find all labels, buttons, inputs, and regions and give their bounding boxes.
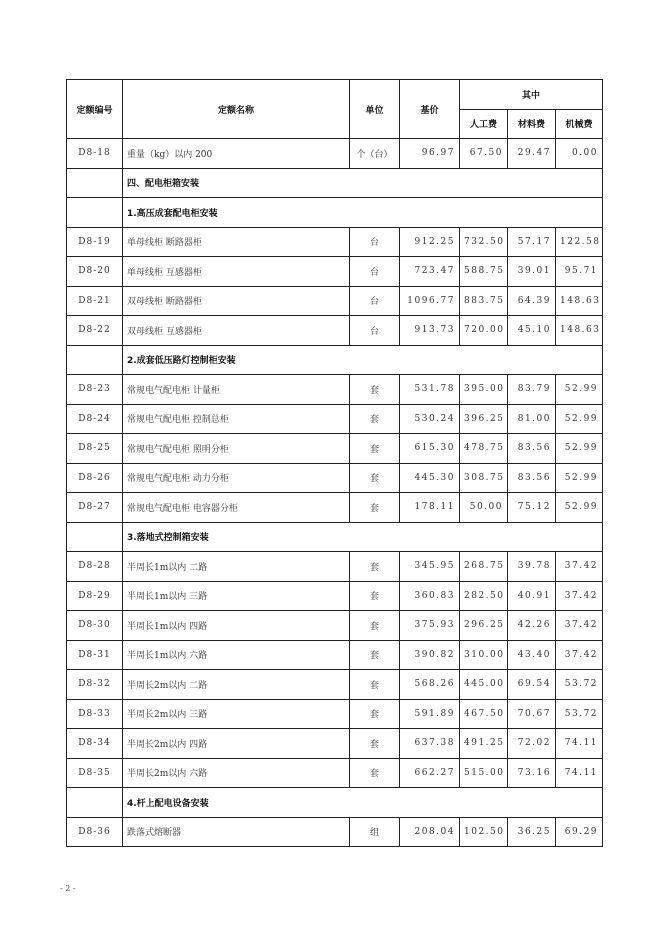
material-cost: 83.79	[508, 375, 556, 405]
quota-name: 常规电气配电柜 动力分柜	[123, 463, 350, 493]
machine-cost: 148.63	[556, 286, 603, 316]
unit: 台	[350, 316, 400, 346]
labor-cost: 50.00	[460, 493, 508, 523]
quota-name: 重量（kg）以内 200	[123, 139, 350, 169]
section-title: 2.成套低压路灯控制柜安装	[123, 345, 603, 375]
labor-cost: 396.25	[460, 404, 508, 434]
material-cost: 57.17	[508, 227, 556, 257]
base-price: 662.27	[400, 758, 460, 788]
quota-code: D8-19	[67, 227, 123, 257]
quota-name: 双母线柜 互感器柜	[123, 316, 350, 346]
section-row	[67, 788, 603, 818]
table-row	[67, 493, 603, 523]
quota-code: D8-22	[67, 316, 123, 346]
machine-cost: 74.11	[556, 758, 603, 788]
labor-cost: 883.75	[460, 286, 508, 316]
labor-cost: 102.50	[460, 817, 508, 847]
material-cost: 75.12	[508, 493, 556, 523]
machine-cost: 122.58	[556, 227, 603, 257]
unit: 套	[350, 552, 400, 582]
header-of-which: 其中	[460, 80, 603, 110]
table-row	[67, 463, 603, 493]
base-price: 178.11	[400, 493, 460, 523]
base-price: 208.04	[400, 817, 460, 847]
quota-code: D8-33	[67, 699, 123, 729]
quota-code: D8-34	[67, 729, 123, 759]
base-price: 637.38	[400, 729, 460, 759]
unit: 套	[350, 375, 400, 405]
table-row	[67, 581, 603, 611]
table-row	[67, 699, 603, 729]
machine-cost: 37.42	[556, 581, 603, 611]
quota-code: D8-25	[67, 434, 123, 464]
quota-code: D8-31	[67, 640, 123, 670]
base-price: 531.78	[400, 375, 460, 405]
table-row	[67, 611, 603, 641]
machine-cost: 53.72	[556, 670, 603, 700]
table-row	[67, 758, 603, 788]
material-cost: 70.67	[508, 699, 556, 729]
unit: 台	[350, 257, 400, 287]
section-title: 四、配电柜箱安装	[123, 168, 603, 198]
machine-cost: 52.99	[556, 404, 603, 434]
material-cost: 43.40	[508, 640, 556, 670]
section-code-cell	[67, 788, 123, 818]
machine-cost: 74.11	[556, 729, 603, 759]
table-row	[67, 404, 603, 434]
table-row	[67, 139, 603, 169]
table-row	[67, 257, 603, 287]
table-row	[67, 670, 603, 700]
section-title: 1.高压成套配电柜安装	[123, 198, 603, 228]
base-price: 913.73	[400, 316, 460, 346]
material-cost: 40.91	[508, 581, 556, 611]
unit: 组	[350, 817, 400, 847]
machine-cost: 52.99	[556, 463, 603, 493]
section-title: 3.落地式控制箱安装	[123, 522, 603, 552]
material-cost: 73.16	[508, 758, 556, 788]
quota-name: 半周长2m以内 三路	[123, 699, 350, 729]
quota-code: D8-18	[67, 139, 123, 169]
unit: 套	[350, 463, 400, 493]
material-cost: 42.26	[508, 611, 556, 641]
labor-cost: 467.50	[460, 699, 508, 729]
table-row	[67, 729, 603, 759]
header-base-price: 基价	[400, 80, 460, 139]
machine-cost: 37.42	[556, 640, 603, 670]
section-code-cell	[67, 345, 123, 375]
quota-code: D8-30	[67, 611, 123, 641]
machine-cost: 95.71	[556, 257, 603, 287]
machine-cost: 69.29	[556, 817, 603, 847]
table-row	[67, 286, 603, 316]
machine-cost: 0.00	[556, 139, 603, 169]
material-cost: 83.56	[508, 434, 556, 464]
unit: 套	[350, 611, 400, 641]
labor-cost: 588.75	[460, 257, 508, 287]
table-row	[67, 434, 603, 464]
labor-cost: 720.00	[460, 316, 508, 346]
unit: 套	[350, 404, 400, 434]
quota-table	[66, 79, 603, 847]
unit: 套	[350, 670, 400, 700]
material-cost: 45.10	[508, 316, 556, 346]
section-title: 4.杆上配电设备安装	[123, 788, 603, 818]
unit: 个（台）	[350, 139, 400, 169]
machine-cost: 53.72	[556, 699, 603, 729]
quota-code: D8-20	[67, 257, 123, 287]
quota-code: D8-21	[67, 286, 123, 316]
quota-code: D8-24	[67, 404, 123, 434]
material-cost: 29.47	[508, 139, 556, 169]
quota-name: 半周长1m以内 三路	[123, 581, 350, 611]
quota-name: 半周长1m以内 六路	[123, 640, 350, 670]
labor-cost: 308.75	[460, 463, 508, 493]
section-code-cell	[67, 522, 123, 552]
base-price: 568.26	[400, 670, 460, 700]
labor-cost: 491.25	[460, 729, 508, 759]
labor-cost: 732.50	[460, 227, 508, 257]
quota-code: D8-35	[67, 758, 123, 788]
base-price: 390.82	[400, 640, 460, 670]
unit: 台	[350, 227, 400, 257]
unit: 台	[350, 286, 400, 316]
material-cost: 39.01	[508, 257, 556, 287]
quota-name: 双母线柜 断路器柜	[123, 286, 350, 316]
header-code: 定额编号	[67, 80, 123, 139]
machine-cost: 37.42	[556, 552, 603, 582]
quota-name: 常规电气配电柜 电容器分柜	[123, 493, 350, 523]
base-price: 912.25	[400, 227, 460, 257]
machine-cost: 148.63	[556, 316, 603, 346]
material-cost: 39.78	[508, 552, 556, 582]
header-name: 定额名称	[123, 80, 350, 139]
section-row	[67, 198, 603, 228]
base-price: 360.83	[400, 581, 460, 611]
unit: 套	[350, 640, 400, 670]
table-row	[67, 817, 603, 847]
header-machine: 机械费	[556, 109, 603, 139]
material-cost: 72.02	[508, 729, 556, 759]
labor-cost: 67.50	[460, 139, 508, 169]
machine-cost: 52.99	[556, 434, 603, 464]
quota-name: 半周长1m以内 二路	[123, 552, 350, 582]
quota-name: 单母线柜 互感器柜	[123, 257, 350, 287]
table-row	[67, 640, 603, 670]
labor-cost: 282.50	[460, 581, 508, 611]
quota-name: 单母线柜 断路器柜	[123, 227, 350, 257]
base-price: 345.95	[400, 552, 460, 582]
machine-cost: 37.42	[556, 611, 603, 641]
quota-name: 跌落式熔断器	[123, 817, 350, 847]
unit: 套	[350, 729, 400, 759]
labor-cost: 310.00	[460, 640, 508, 670]
header-material: 材料费	[508, 109, 556, 139]
unit: 套	[350, 758, 400, 788]
base-price: 1096.77	[400, 286, 460, 316]
table-row	[67, 316, 603, 346]
section-row	[67, 345, 603, 375]
material-cost: 69.54	[508, 670, 556, 700]
labor-cost: 478.75	[460, 434, 508, 464]
quota-code: D8-28	[67, 552, 123, 582]
quota-name: 半周长1m以内 四路	[123, 611, 350, 641]
labor-cost: 445.00	[460, 670, 508, 700]
quota-name: 常规电气配电柜 控制总柜	[123, 404, 350, 434]
page-number: - 2 -	[60, 884, 76, 893]
header-labor: 人工费	[460, 109, 508, 139]
section-code-cell	[67, 198, 123, 228]
unit: 套	[350, 434, 400, 464]
base-price: 615.30	[400, 434, 460, 464]
unit: 套	[350, 699, 400, 729]
machine-cost: 52.99	[556, 493, 603, 523]
material-cost: 64.39	[508, 286, 556, 316]
unit: 套	[350, 493, 400, 523]
base-price: 445.30	[400, 463, 460, 493]
machine-cost: 52.99	[556, 375, 603, 405]
header-unit: 单位	[350, 80, 400, 139]
quota-code: D8-36	[67, 817, 123, 847]
quota-name: 半周长2m以内 二路	[123, 670, 350, 700]
base-price: 591.89	[400, 699, 460, 729]
quota-code: D8-26	[67, 463, 123, 493]
quota-code: D8-23	[67, 375, 123, 405]
base-price: 96.97	[400, 139, 460, 169]
quota-name: 半周长2m以内 六路	[123, 758, 350, 788]
quota-code: D8-29	[67, 581, 123, 611]
unit: 套	[350, 581, 400, 611]
base-price: 375.93	[400, 611, 460, 641]
quota-code: D8-27	[67, 493, 123, 523]
labor-cost: 268.75	[460, 552, 508, 582]
quota-name: 常规电气配电柜 计量柜	[123, 375, 350, 405]
table-row	[67, 375, 603, 405]
labor-cost: 296.25	[460, 611, 508, 641]
section-code-cell	[67, 168, 123, 198]
material-cost: 83.56	[508, 463, 556, 493]
section-row	[67, 168, 603, 198]
quota-name: 半周长2m以内 四路	[123, 729, 350, 759]
material-cost: 36.25	[508, 817, 556, 847]
table-body	[67, 139, 603, 847]
table-row	[67, 552, 603, 582]
quota-name: 常规电气配电柜 照明分柜	[123, 434, 350, 464]
table-row	[67, 227, 603, 257]
labor-cost: 395.00	[460, 375, 508, 405]
base-price: 723.47	[400, 257, 460, 287]
base-price: 530.24	[400, 404, 460, 434]
section-row	[67, 522, 603, 552]
quota-code: D8-32	[67, 670, 123, 700]
labor-cost: 515.00	[460, 758, 508, 788]
material-cost: 81.00	[508, 404, 556, 434]
